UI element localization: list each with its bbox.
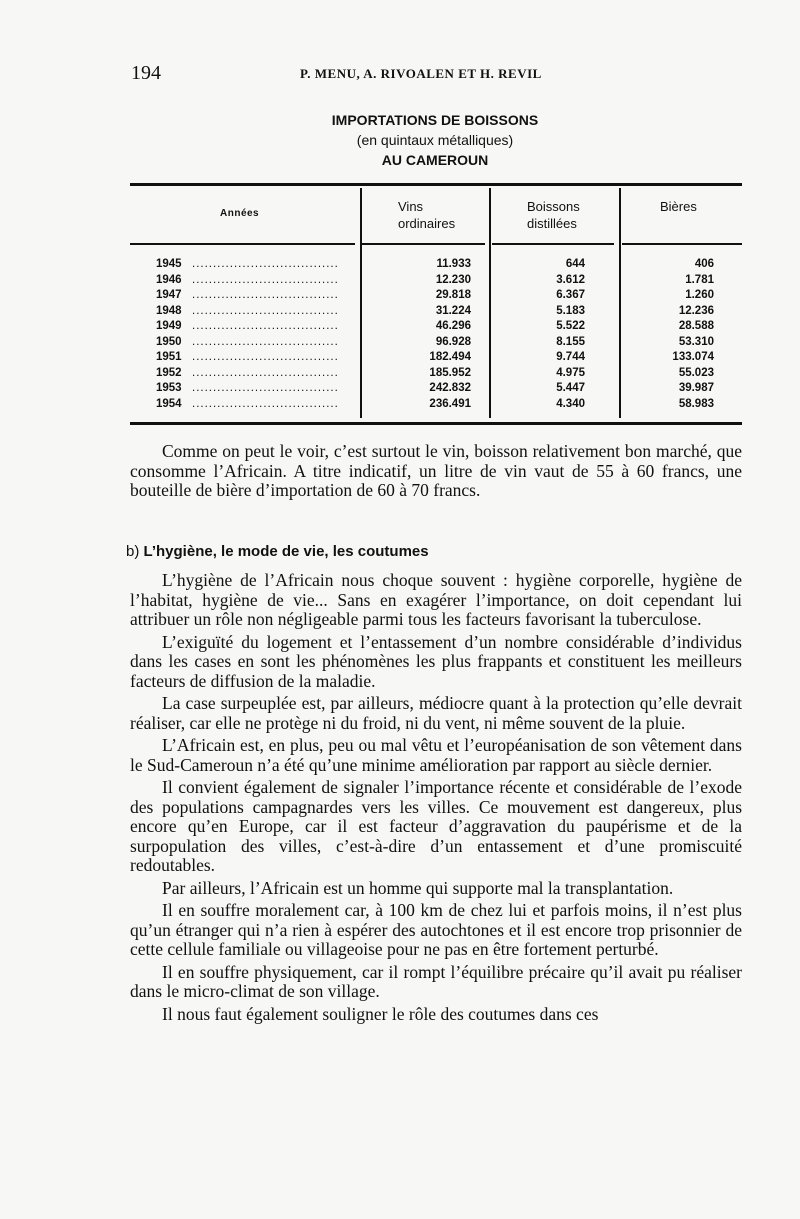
table-row — [156, 398, 742, 414]
table-row — [156, 274, 742, 290]
cell-vins: 182.494 — [429, 351, 471, 363]
cell-vins: 12.230 — [435, 273, 471, 286]
intro-paragraph: Comme on peut le voir, c’est surtout le vin, boisson relativement bon marché, que consomme l’Africain. A titre indicatif, un litre de vin vaut de 55 à 60 francs, une bouteille de bière d’importation de 60 à 70 francs. — [130, 441, 742, 500]
cell-year: 1954 — [156, 397, 182, 410]
leader-dots: ................................... — [192, 351, 339, 363]
table-row — [156, 367, 742, 383]
table-row — [156, 289, 742, 305]
intro-text-block — [130, 442, 742, 501]
paragraph: L’exiguïté du logement et l’entassement d’un nombre considérable d’individus dans les cases en sont les phénomènes les plus frappants et constituent les meilleurs facteurs de diffusion de la maladie. — [130, 631, 742, 691]
leader-dots: ................................... — [192, 289, 339, 301]
section-title: L’hygiène, le mode de vie, les coutumes — [143, 543, 429, 560]
cell-year: 1948 — [156, 304, 182, 317]
cell-vins: 11.933 — [436, 258, 471, 270]
cell-year: 1945 — [156, 258, 182, 270]
cell-boissons: 5.447 — [556, 382, 585, 394]
table-title: IMPORTATIONS DE BOISSONS — [331, 112, 539, 128]
cell-boissons: 5.522 — [556, 320, 585, 332]
leader-dots: ................................... — [192, 382, 339, 394]
cell-vins: 185.952 — [429, 366, 471, 379]
leader-dots: ................................... — [192, 397, 339, 410]
cell-bieres: 406 — [694, 258, 714, 270]
running-head: P. MENU, A. RIVOALEN ET H. REVIL — [300, 66, 542, 81]
table-row — [156, 382, 742, 398]
body-text-block — [130, 571, 742, 1024]
cell-bieres: 12.236 — [678, 304, 714, 317]
cell-year: 1953 — [156, 382, 182, 394]
table-subtitle-region: AU CAMEROUN — [381, 152, 489, 168]
paragraph: Il en souffre moralement car, à 100 km de chez lui et parfois moins, il n’est plus qu’un étranger qui n’a rien à espérer des autochtones et il est encore trop prisonnier de cette cellule familiale ou villageoise pour ne pas en être fortement perturbé. — [130, 900, 742, 959]
table-row — [156, 320, 742, 336]
cell-boissons: 644 — [565, 258, 585, 270]
cell-year: 1949 — [156, 320, 182, 332]
leader-dots: ................................... — [192, 304, 339, 317]
cell-year: 1946 — [156, 273, 182, 286]
section-heading — [126, 543, 429, 560]
cell-boissons: 4.975 — [556, 366, 585, 379]
header-rule-vins — [362, 243, 485, 245]
column-header-years: Années — [220, 208, 260, 219]
cell-year: 1947 — [156, 289, 182, 301]
leader-dots: ................................... — [192, 335, 339, 348]
column-header-boissons: Boissons distillées — [527, 199, 580, 231]
cell-year: 1951 — [156, 351, 182, 363]
leader-dots: ................................... — [192, 273, 339, 286]
leader-dots: ................................... — [192, 366, 339, 379]
cell-boissons: 6.367 — [556, 289, 585, 301]
paragraph: L’hygiène de l’Africain nous choque souvent : hygiène corporelle, hygiène de l’habitat, hygiène de vie... Sans en exagérer l’importance, on doit cependant lui attribuer un rôle non négligeable parmi tous les facteurs favorisant la tuberculose. — [130, 570, 742, 629]
cell-vins: 46.296 — [435, 320, 471, 332]
cell-boissons: 5.183 — [556, 304, 585, 317]
cell-vins: 236.491 — [429, 397, 471, 410]
cell-bieres: 1.781 — [685, 273, 714, 286]
cell-boissons: 9.744 — [556, 351, 585, 363]
cell-boissons: 3.612 — [556, 273, 585, 286]
paragraph: Par ailleurs, l’Africain est un homme qui supporte mal la transplantation. — [162, 877, 674, 898]
paragraph: La case surpeuplée est, par ailleurs, médiocre quant à la protection qu’elle devrait réaliser, car elle ne protège ni du froid, ni du vent, ni même souvent de la pluie. — [130, 693, 742, 733]
cell-bieres: 55.023 — [678, 366, 714, 379]
table-row — [156, 305, 742, 321]
cell-year: 1950 — [156, 335, 182, 348]
table-top-rule — [130, 183, 742, 186]
table-bottom-rule — [130, 422, 742, 425]
paragraph: L’Africain est, en plus, peu ou mal vêtu et l’européanisation de son vêtement dans le Sud-Cameroun n’a été qu’une minime amélioration par rapport au siècle dernier. — [130, 735, 742, 775]
cell-bieres: 28.588 — [678, 320, 714, 332]
table-row — [156, 336, 742, 352]
header-rule-years — [130, 243, 355, 245]
table-subtitle-units: (en quintaux métalliques) — [356, 132, 514, 148]
header-rule-bieres — [622, 243, 742, 245]
cell-boissons: 8.155 — [556, 335, 585, 348]
table-row — [156, 351, 742, 367]
paragraph: Il nous faut également souligner le rôle des coutumes dans ces — [162, 1003, 599, 1024]
cell-vins: 96.928 — [435, 335, 471, 348]
header-rule-boissons — [492, 243, 614, 245]
leader-dots: ................................... — [192, 320, 339, 332]
cell-vins: 31.224 — [435, 304, 471, 317]
cell-boissons: 4.340 — [556, 397, 585, 410]
table-body — [156, 258, 742, 413]
page-number: 194 — [131, 62, 161, 84]
cell-bieres: 58.983 — [678, 397, 714, 410]
cell-bieres: 133.074 — [672, 351, 714, 363]
paragraph: Il en souffre physiquement, car il rompt l’équilibre précaire qu’il avait pu réaliser dans le micro-climat de son village. — [130, 961, 742, 1001]
cell-bieres: 53.310 — [678, 335, 714, 348]
cell-bieres: 1.260 — [685, 289, 714, 301]
cell-bieres: 39.987 — [678, 382, 714, 394]
cell-vins: 29.818 — [435, 289, 471, 301]
paragraph: Il convient également de signaler l’importance récente et considérable de l’exode des populations campagnardes vers les villes. Ce mouvement est dangereux, plus encore qu’en Europe, car il est facteur d’aggravation du paupérisme et de la surpopulation des villes, c’est-à-dire d’un entassement et d’une promiscuité redoutables. — [130, 777, 742, 875]
leader-dots: ................................... — [192, 258, 339, 270]
column-header-vins: Vins ordinaires — [398, 199, 456, 231]
column-header-bieres: Bières — [660, 199, 697, 214]
cell-vins: 242.832 — [429, 382, 471, 394]
table-row — [156, 258, 742, 274]
section-marker: b) — [126, 543, 140, 560]
cell-year: 1952 — [156, 366, 182, 379]
